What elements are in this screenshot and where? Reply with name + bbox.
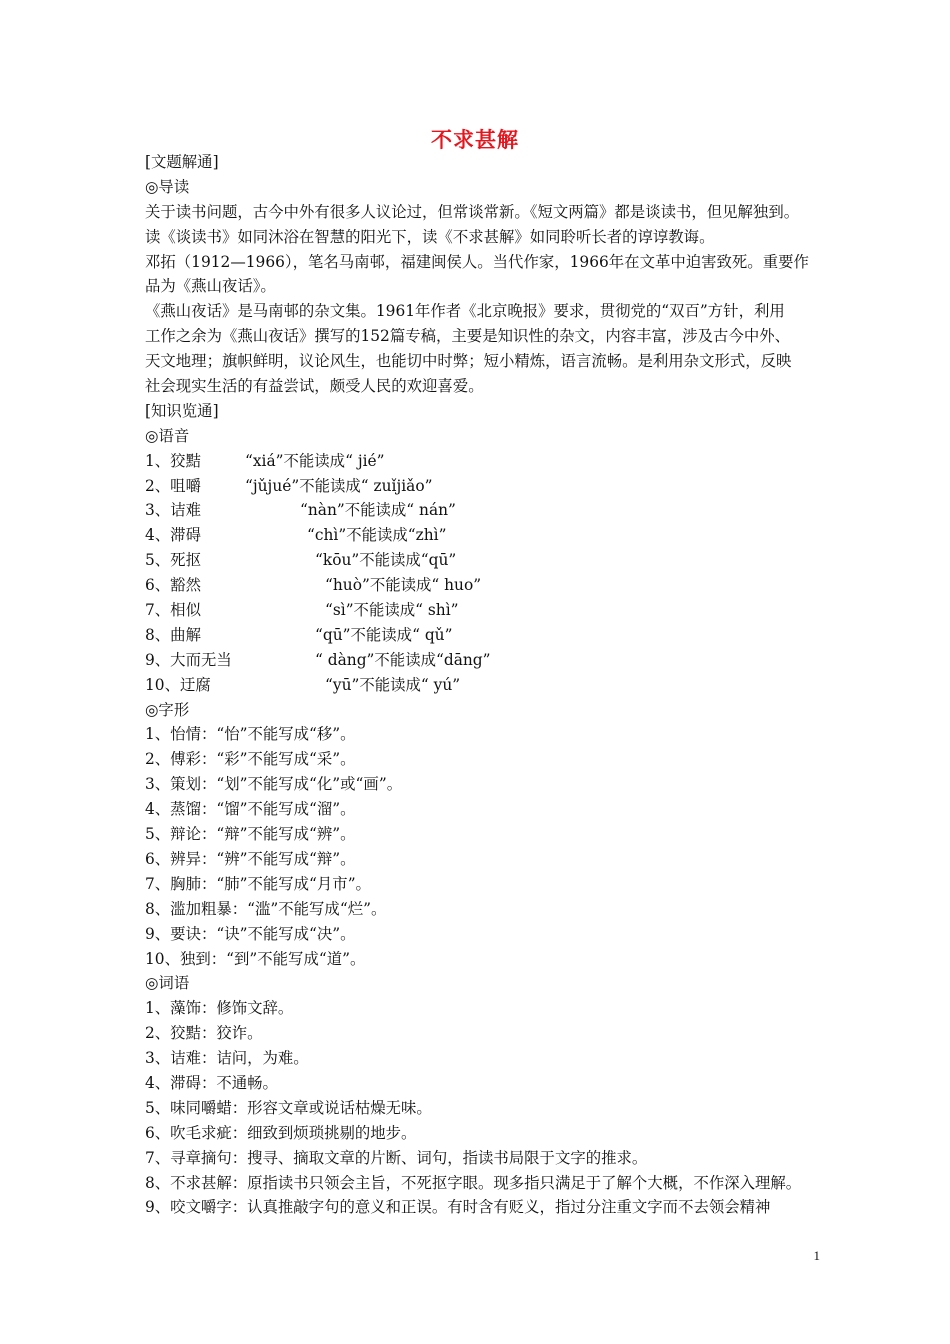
pronunciation-rule: “ dàng”不能读成“dāng” [315,650,491,669]
section-heading-jieti: [文题解通] [145,153,219,171]
pronunciation-rule: “chì”不能读成“zhì” [307,526,447,545]
pronunciation-item [145,523,825,548]
paragraph-line: 关于读书问题，古今中外有很多人议论过，但常谈常新。《短文两篇》都是谈读书，但见解独到。 [145,202,800,221]
pronunciation-list [145,449,825,698]
vocabulary-item: 3、诘难：诘问，为难。 [145,1049,309,1068]
pronunciation-word: 10、迂腐 [145,675,211,694]
glyph-item: 8、滥加粗暴：“滥”不能写成“烂”。 [145,899,387,918]
pronunciation-rule: “nàn”不能读成“ nán” [300,501,456,520]
pronunciation-rule: “jǔjué”不能读成“ zuǐjiǎo” [245,476,433,495]
glyph-item: 6、辨异：“辨”不能写成“辩”。 [145,849,356,868]
vocabulary-item: 5、味同嚼蜡：形容文章或说话枯燥无味。 [145,1098,432,1117]
paragraph-line: 《燕山夜话》是马南邨的杂文集。1961年作者《北京晚报》要求，贯彻党的“双百”方针，利用 [145,302,785,321]
glyph-item: 5、辩论：“辩”不能写成“辨”。 [145,825,356,844]
pronunciation-rule: “huò”不能读成“ huo” [325,576,482,595]
pronunciation-word: 6、豁然 [145,576,201,595]
pronunciation-word: 5、死抠 [145,551,201,570]
glyph-item: 4、蒸馏：“馏”不能写成“溜”。 [145,800,356,819]
subheading-yuyin: ◎语音 [145,426,190,445]
vocabulary-item: 4、滞碍：不通畅。 [145,1073,278,1092]
paragraph-line: 天文地理；旗帜鲜明，议论风生，也能切中时弊；短小精炼，语言流畅。是利用杂文形式，反映 [145,352,792,371]
pronunciation-item [145,598,825,623]
paragraph-line: 工作之余为《燕山夜话》撰写的152篇专稿，主要是知识性的杂文，内容丰富，涉及古今中外、 [145,327,791,346]
glyph-item: 9、要诀：“诀”不能写成“决”。 [145,924,356,943]
glyph-list [145,722,825,971]
pronunciation-item [145,498,825,523]
pronunciation-word: 1、狡黠 [145,451,201,470]
vocabulary-list [145,996,825,1220]
vocabulary-item: 1、藻饰：修饰文辞。 [145,999,294,1018]
vocabulary-item: 7、寻章摘句：搜寻、摘取文章的片断、词句，指读书局限于文字的推求。 [145,1148,648,1167]
pronunciation-word: 4、滞碍 [145,526,201,545]
glyph-item: 1、怡情：“怡”不能写成“移”。 [145,725,356,744]
pronunciation-rule: “sì”不能读成“ shì” [325,601,459,620]
vocabulary-item: 6、吹毛求疵：细致到烦琐挑剔的地步。 [145,1123,417,1142]
pronunciation-item [145,573,825,598]
pronunciation-item [145,623,825,648]
glyph-item: 10、独到：“到”不能写成“道”。 [145,949,366,968]
pronunciation-item [145,474,825,499]
paragraph-line: 品为《燕山夜话》。 [145,277,276,296]
vocabulary-item: 8、不求甚解：原指读书只领会主旨，不死抠字眼。现多指只满足于了解个大概，不作深入理解。 [145,1173,802,1192]
pronunciation-item [145,548,825,573]
page-number: 1 [813,1248,820,1263]
pronunciation-word: 7、相似 [145,601,201,620]
pronunciation-rule: “kōu”不能读成“qū” [315,551,457,570]
vocabulary-item: 9、咬文嚼字：认真推敲字句的意义和正误。有时含有贬义，指过分注重文字而不去领会精神 [145,1198,771,1217]
pronunciation-word: 9、大而无当 [145,650,232,669]
pronunciation-item [145,648,825,673]
subheading-zixing: ◎字形 [145,700,190,719]
glyph-item: 3、策划：“划”不能写成“化”或“画”。 [145,775,403,794]
pronunciation-word: 2、咀嚼 [145,476,201,495]
glyph-item: 2、傅彩：“彩”不能写成“采”。 [145,750,356,769]
pronunciation-word: 8、曲解 [145,625,201,644]
pronunciation-item [145,673,825,698]
paragraph-line: 社会现实生活的有益尝试，颇受人民的欢迎喜爱。 [145,377,484,396]
subheading-ciyu: ◎词语 [145,974,190,993]
page-title: 不求甚解 [431,127,519,152]
paragraph-line: 读《谈读书》如同沐浴在智慧的阳光下，读《不求甚解》如同聆听长者的谆谆教诲。 [145,227,715,246]
glyph-item: 7、胸肺：“肺”不能写成“月市”。 [145,874,371,893]
pronunciation-word: 3、诘难 [145,501,201,520]
subheading-daodu: ◎导读 [145,177,190,196]
section-heading-zhishi: [知识览通] [145,401,219,420]
vocabulary-item: 2、狡黠：狡诈。 [145,1024,263,1043]
paragraph-line: 邓拓（1912—1966），笔名马南邨，福建闽侯人。当代作家，1966年在文革中迫害致死。重要作 [145,252,809,271]
document-body [145,150,825,1220]
pronunciation-rule: “qū”不能读成“ qǔ” [315,625,453,644]
pronunciation-item [145,449,825,474]
pronunciation-rule: “yū”不能读成“ yú” [325,675,461,694]
pronunciation-rule: “xiá”不能读成“ jié” [245,451,385,470]
